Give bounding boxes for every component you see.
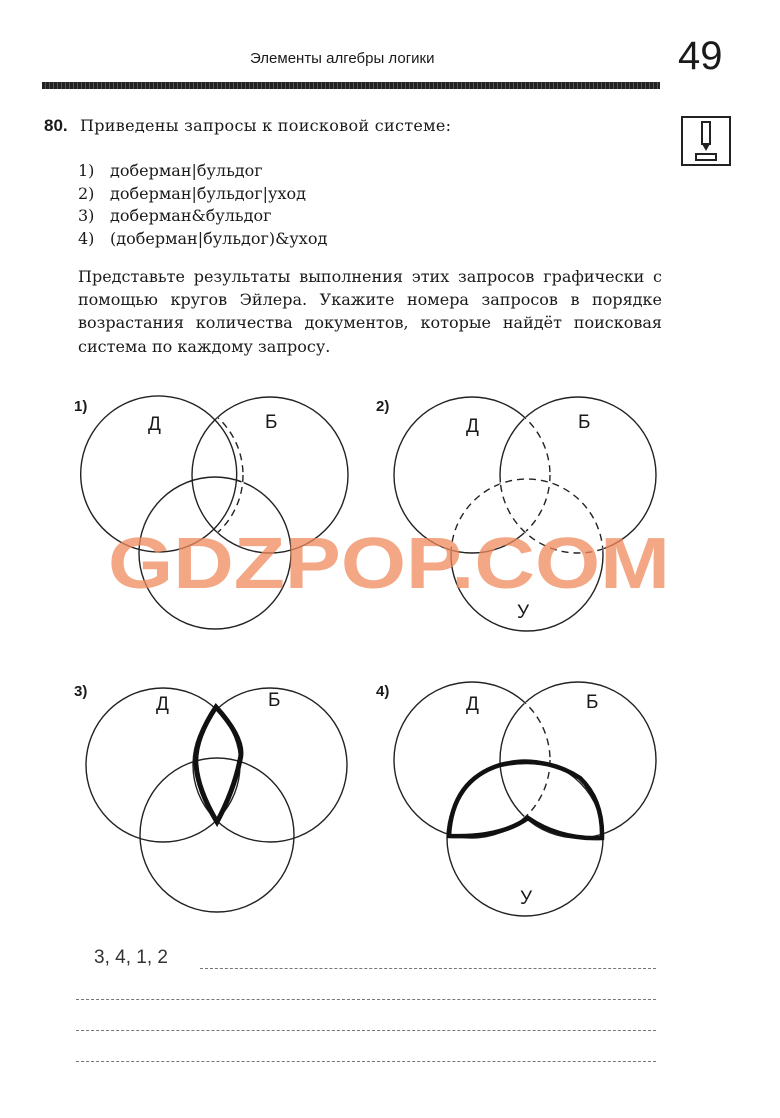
- query-number: 2): [78, 183, 95, 203]
- query-text: доберман|бульдог|уход: [110, 183, 306, 203]
- circle-label-d: Д: [156, 694, 169, 715]
- task-number: 80.: [44, 116, 68, 135]
- answer-line: [76, 1061, 656, 1062]
- answer-line: [200, 968, 656, 969]
- figure-2-label: 2): [376, 398, 390, 415]
- query-text: доберман|бульдог: [110, 161, 263, 180]
- figure-4-label: 4): [376, 683, 390, 700]
- circle-u: [140, 758, 294, 912]
- page-number: 49: [678, 34, 723, 78]
- query-number: 4): [78, 228, 95, 248]
- query-text: доберман&бульдог: [110, 206, 272, 225]
- circle-label-b: Б: [586, 692, 599, 713]
- circle-label-b: Б: [578, 412, 591, 433]
- circle-label-u: У: [517, 602, 530, 623]
- figure-4-diagram: [394, 682, 656, 916]
- answer-line: [76, 1030, 656, 1031]
- query-number: 1): [78, 161, 95, 180]
- task-instructions: Представьте результаты выполнения этих запросов графически с помощью кругов Эйлера. Укажите номера запросов в порядке возрастания количества документов, которые найдёт поисковая система по каждому запросу.: [78, 267, 662, 356]
- circle-label-d: Д: [148, 414, 161, 435]
- figure-1-label: 1): [74, 398, 88, 415]
- circle-label-b: Б: [268, 690, 281, 711]
- figure-3-diagram: [86, 688, 347, 912]
- query-text: (доберман|бульдог)&уход: [110, 228, 328, 248]
- intersection-highlight: [196, 707, 241, 822]
- task-statement: Приведены запросы к поисковой системе:: [80, 116, 452, 135]
- union-highlight: [449, 762, 602, 838]
- handwritten-answer: 3, 4, 1, 2: [94, 947, 168, 968]
- circle-label-d: Д: [466, 694, 479, 715]
- page-header-title: Элементы алгебры логики: [250, 50, 435, 67]
- circle-label-b: Б: [265, 412, 278, 433]
- query-number: 3): [78, 206, 95, 225]
- answer-line: [76, 999, 656, 1000]
- watermark-text: GDZPOP.COM: [108, 524, 670, 604]
- circle-label-u: У: [520, 888, 533, 909]
- figure-3-label: 3): [74, 683, 88, 700]
- circle-label-d: Д: [466, 416, 479, 437]
